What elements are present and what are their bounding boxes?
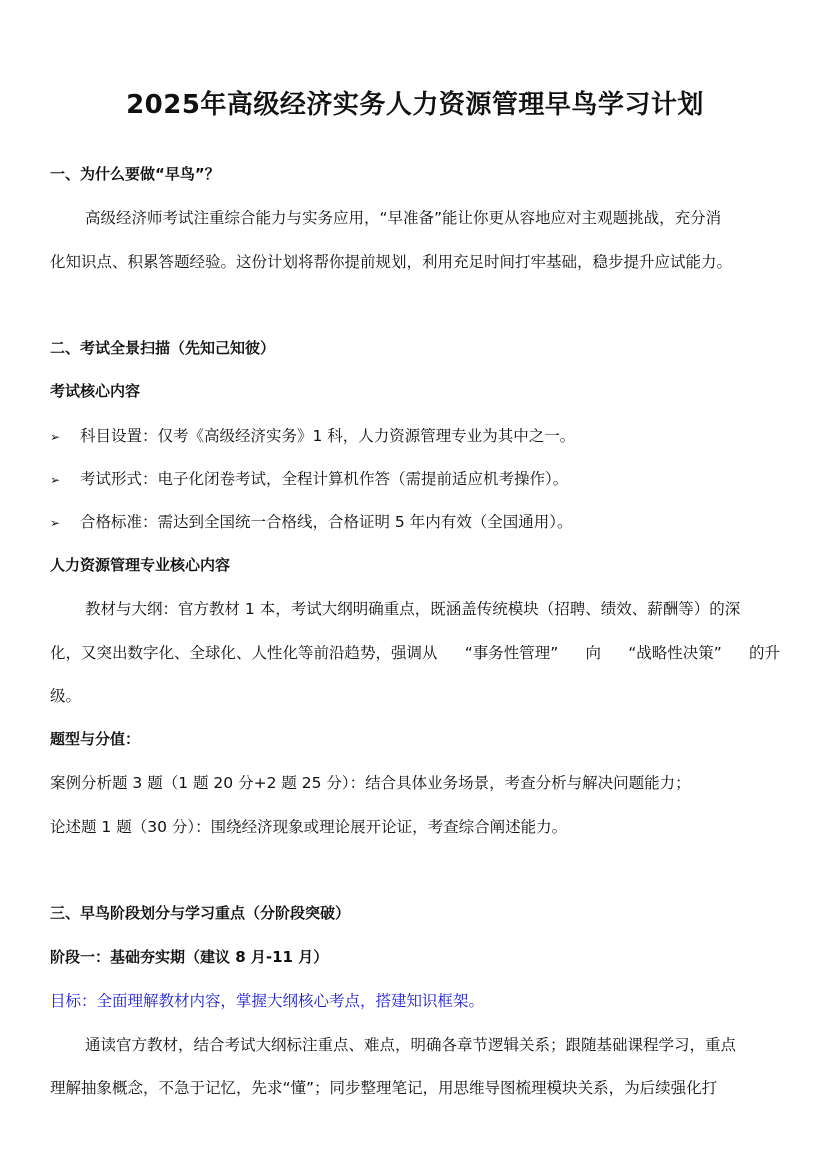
- question-types-line1: 案例分析题 3 题（1 题 20 分+2 题 25 分）：结合具体业务场景，考查分析与解决问题能力；: [50, 774, 691, 792]
- section2-heading: 二、考试全景扫描（先知己知彼）: [50, 339, 276, 357]
- bullet-item-subject: [50, 424, 575, 446]
- hr-line2-part: “事务性管理”: [464, 644, 559, 662]
- bullet-text: 科目设置：仅考《高级经济实务》1 科，人力资源管理专业为其中之一。: [80, 427, 576, 445]
- arrow-bullet-icon: ➢: [50, 516, 61, 530]
- hr-paragraph-line3: 级。: [50, 687, 82, 705]
- bullet-text: 考试形式：电子化闭卷考试，全程计算机作答（需提前适应机考操作）。: [80, 470, 569, 488]
- hr-paragraph-line1: 教材与大纲：官方教材 1 本，考试大纲明确重点，既涵盖传统模块（招聘、绩效、薪酬等）的深: [85, 600, 741, 618]
- hr-line2-part: 向: [585, 644, 601, 662]
- document-title: 2025年高级经济实务人力资源管理早鸟学习计划: [126, 90, 704, 120]
- arrow-bullet-icon: ➢: [50, 473, 61, 487]
- question-types-line2: 论述题 1 题（30 分）：围绕经济现象或理论展开论证，考查综合阐述能力。: [50, 818, 568, 836]
- hr-core-heading: 人力资源管理专业核心内容: [50, 556, 231, 574]
- section1-paragraph-line2: 化知识点、积累答题经验。这份计划将帮你提前规划，利用充足时间打牢基础，稳步提升应试能力。: [50, 253, 733, 271]
- hr-paragraph-line2: [50, 641, 780, 663]
- bullet-item-format: [50, 467, 568, 489]
- bullet-text: 合格标准：需达到全国统一合格线，合格证明 5 年内有效（全国通用）。: [80, 513, 573, 531]
- hr-line2-part: 的升: [748, 644, 780, 662]
- section1-paragraph-line1: 高级经济师考试注重综合能力与实务应用，“早准备”能让你更从容地应对主观题挑战，充分消: [85, 209, 722, 227]
- hr-line2-part: 化，又突出数字化、全球化、人性化等前沿趋势，强调从: [50, 644, 438, 662]
- hr-line2-part: “战略性决策”: [628, 644, 722, 662]
- stage1-heading: 阶段一：基础夯实期（建议 8 月-11 月）: [50, 948, 329, 966]
- stage1-paragraph-line2: 理解抽象概念，不急于记忆，先求“懂”；同步整理笔记，用思维导图梳理模块关系，为后续强化打: [50, 1079, 718, 1097]
- arrow-bullet-icon: ➢: [50, 430, 61, 444]
- stage1-paragraph-line1: 通读官方教材，结合考试大纲标注重点、难点，明确各章节逻辑关系；跟随基础课程学习，重点: [85, 1036, 737, 1054]
- bullet-item-passing: [50, 510, 572, 532]
- section1-heading: 一、为什么要做“早鸟”？: [50, 165, 220, 183]
- section3-heading: 三、早鸟阶段划分与学习重点（分阶段突破）: [50, 904, 351, 922]
- exam-core-heading: 考试核心内容: [50, 382, 141, 400]
- stage1-goal: 目标：全面理解教材内容，掌握大纲核心考点，搭建知识框架。: [50, 992, 485, 1010]
- question-types-heading: 题型与分值：: [50, 730, 141, 748]
